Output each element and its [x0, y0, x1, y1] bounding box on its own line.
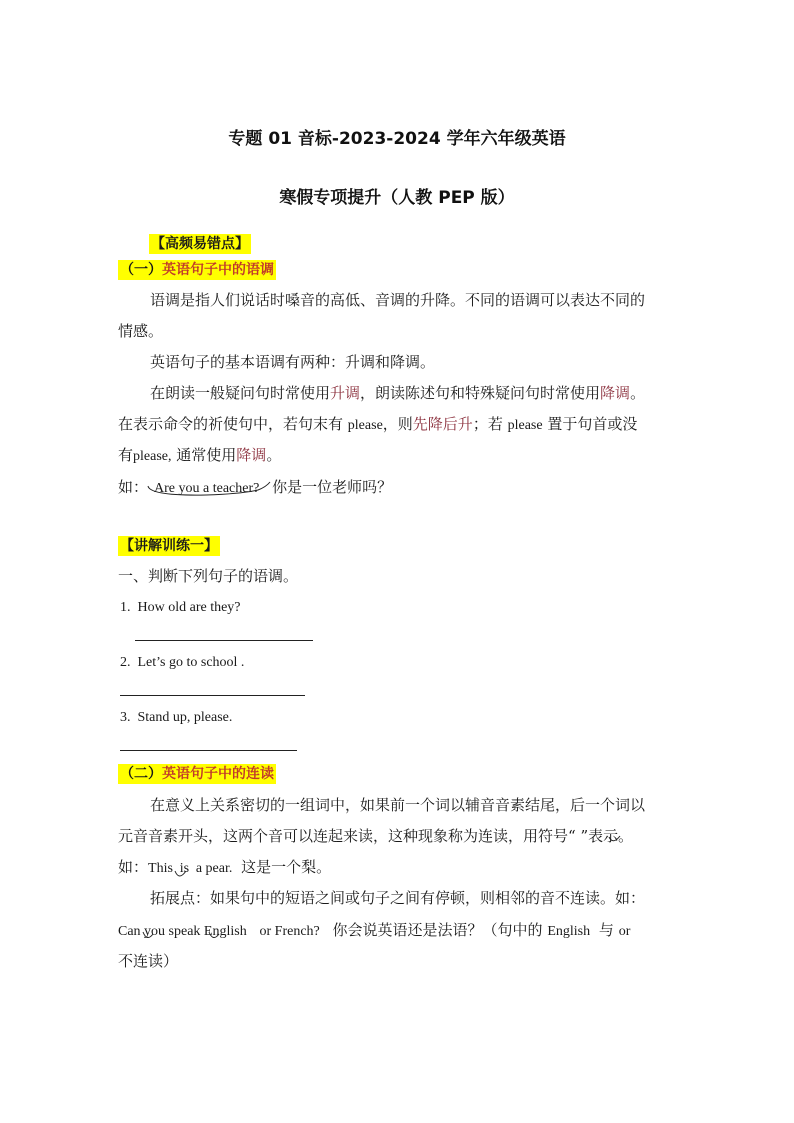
section1-para3-line1 — [150, 383, 645, 403]
item-text: How old are they? — [137, 600, 241, 615]
section2-para2-line1: 拓展点：如果句中的短语之间或句子之间有停顿，则相邻的音不连读。如： — [150, 889, 646, 907]
item-number: 2. — [120, 655, 131, 670]
liaison-symbol-icon — [173, 868, 189, 884]
section1-para1-line1: 语调是指人们说话时嗓音的高低、音调的升降。不同的语调可以表达不同的 — [150, 291, 646, 309]
text-span: 。 — [630, 384, 646, 402]
liaison-symbol-icon — [607, 833, 623, 849]
section2-heading — [118, 764, 276, 784]
section1-para2: 英语句子的基本语调有两种：升调和降调。 — [150, 353, 436, 371]
section2-heading-prefix: （二） — [120, 766, 162, 782]
example-english: Can you speak English — [118, 924, 247, 939]
example-english: Are you a teacher? — [154, 481, 260, 496]
practice-item-1 — [120, 598, 241, 618]
section1-para3-line2 — [118, 414, 637, 436]
english-word: please, — [133, 449, 172, 464]
item-text: Let’s go to school . — [137, 655, 245, 670]
english-word: or — [618, 924, 631, 939]
item-number: 1. — [120, 600, 131, 615]
keyword-fall-rise: 先降后升 — [412, 415, 473, 433]
text-span: ，则 — [382, 415, 413, 433]
answer-blank-3[interactable] — [120, 750, 297, 751]
example-english: This — [148, 861, 173, 876]
text-span: 置于句首或没 — [547, 415, 638, 433]
liaison-marks-icon — [135, 930, 225, 948]
section1-heading-text: 英语句子中的语调 — [162, 262, 274, 278]
example-chinese: 你是一位老师吗？ — [272, 478, 393, 496]
example-english: a pear. — [195, 861, 233, 876]
english-word: please — [507, 418, 543, 433]
english-word: English — [547, 924, 591, 939]
text-span: 。 — [266, 446, 282, 464]
keyword-falling: 降调 — [600, 384, 631, 402]
text-span: ；若 — [472, 415, 503, 433]
intonation-curve-icon — [146, 478, 276, 500]
example-chinese: 这是一个梨。 — [241, 858, 332, 876]
example-label: 如： — [118, 858, 149, 876]
practice-item-3 — [120, 708, 232, 728]
example-label: 如： — [118, 478, 149, 496]
practice-item-2 — [120, 653, 244, 673]
document-title-line2: 寒假专项提升（人教 PEP 版） — [279, 188, 515, 208]
section2-para2-line3: 不连读） — [118, 952, 179, 970]
text-span: 与 — [598, 921, 614, 939]
section2-para1-line1: 在意义上关系密切的一组词中，如果前一个词以辅音音素结尾，后一个词以 — [150, 796, 646, 814]
section2-para1-line2: 元音音素开头，这两个音可以连起来读，这种现象称为连读，用符号“ ”表示。 — [118, 827, 634, 845]
section1-heading — [118, 260, 276, 280]
example-english: or French? — [259, 924, 320, 939]
section2-example — [118, 857, 331, 879]
section1-para3-line3 — [118, 445, 281, 467]
answer-blank-1[interactable] — [135, 640, 313, 641]
item-text: Stand up, please. — [137, 710, 233, 725]
text-span: 通常使用 — [176, 446, 237, 464]
text-span: ，朗读陈述句和特殊疑问句时常使用 — [360, 384, 601, 402]
keyword-rising: 升调 — [330, 384, 361, 402]
practice-instruction: 一、判断下列句子的语调。 — [118, 567, 299, 585]
section1-heading-prefix: （一） — [120, 262, 162, 278]
text-span: 你会说英语还是法语？（句中的 — [332, 921, 543, 939]
example-english: is — [179, 861, 190, 876]
english-word: please — [347, 418, 383, 433]
section1-para1-line2: 情感。 — [118, 322, 164, 340]
item-number: 3. — [120, 710, 131, 725]
section2-heading-text: 英语句子中的连读 — [162, 766, 274, 782]
document-title-line1: 专题 01 音标-2023-2024 学年六年级英语 — [228, 129, 566, 149]
answer-blank-2[interactable] — [120, 695, 305, 696]
tag-practice: 【讲解训练一】 — [120, 538, 218, 554]
text-span: 有 — [118, 446, 134, 464]
tag-high-frequency: 【高频易错点】 — [151, 236, 249, 252]
text-span: 在朗读一般疑问句时常使用 — [150, 384, 331, 402]
keyword-falling: 降调 — [236, 446, 267, 464]
text-span: 在表示命令的祈使句中，若句末有 — [118, 415, 344, 433]
